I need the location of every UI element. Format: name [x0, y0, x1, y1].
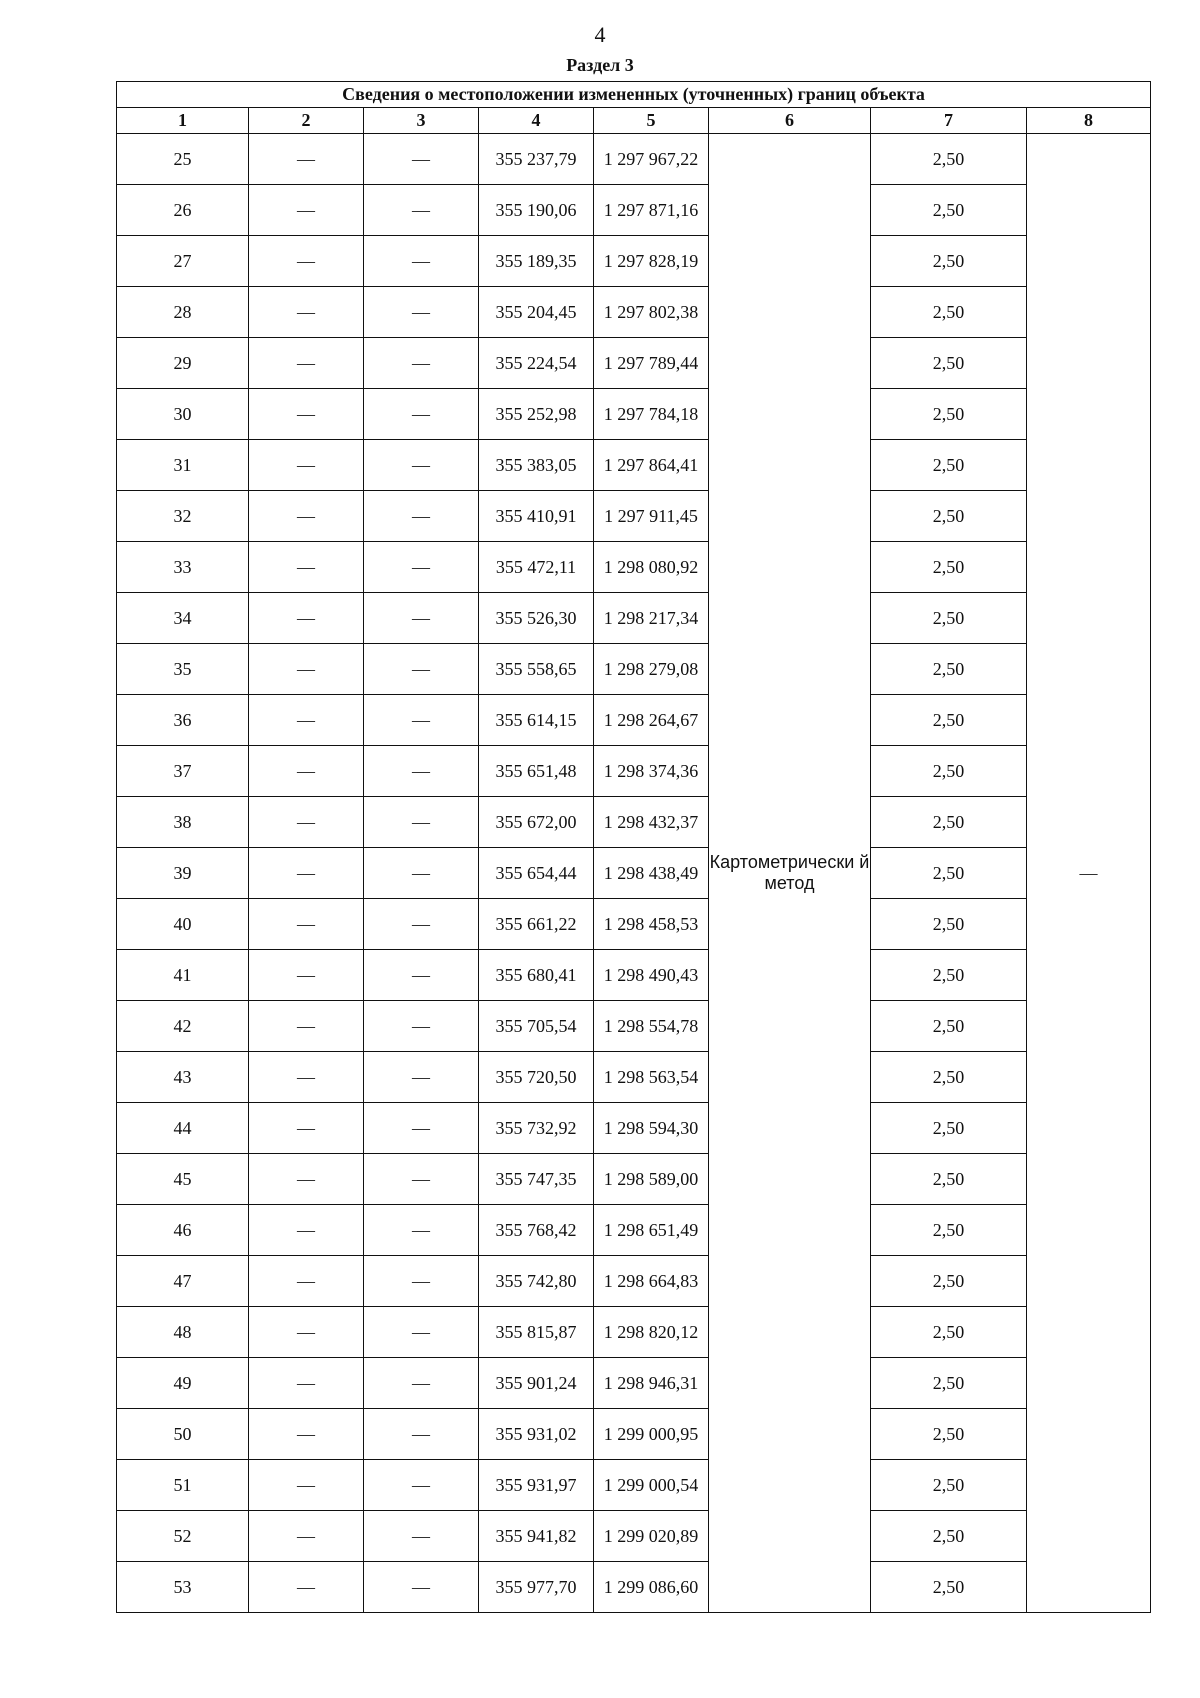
- column-2-cell: —: [249, 950, 364, 1001]
- table-row: [117, 338, 1151, 389]
- x-coordinate-cell: 355 661,22: [479, 899, 594, 950]
- point-number-cell: 50: [117, 1409, 249, 1460]
- point-number-cell: 30: [117, 389, 249, 440]
- point-number-cell: 29: [117, 338, 249, 389]
- table-row: [117, 950, 1151, 1001]
- accuracy-cell: 2,50: [871, 899, 1027, 950]
- table-row: [117, 1358, 1151, 1409]
- point-number-cell: 52: [117, 1511, 249, 1562]
- column-3-cell: —: [364, 1256, 479, 1307]
- y-coordinate-cell: 1 298 563,54: [594, 1052, 709, 1103]
- column-2-cell: —: [249, 1154, 364, 1205]
- column-number-4: 4: [479, 108, 594, 134]
- table-row: [117, 1409, 1151, 1460]
- point-number-cell: 40: [117, 899, 249, 950]
- column-2-cell: —: [249, 644, 364, 695]
- point-number-cell: 27: [117, 236, 249, 287]
- y-coordinate-cell: 1 297 828,19: [594, 236, 709, 287]
- point-number-cell: 38: [117, 797, 249, 848]
- column-3-cell: —: [364, 1562, 479, 1613]
- table-row: [117, 1562, 1151, 1613]
- accuracy-cell: 2,50: [871, 542, 1027, 593]
- x-coordinate-cell: 355 815,87: [479, 1307, 594, 1358]
- y-coordinate-cell: 1 299 000,95: [594, 1409, 709, 1460]
- point-number-cell: 32: [117, 491, 249, 542]
- column-2-cell: —: [249, 593, 364, 644]
- point-number-cell: 42: [117, 1001, 249, 1052]
- y-coordinate-cell: 1 298 458,53: [594, 899, 709, 950]
- x-coordinate-cell: 355 732,92: [479, 1103, 594, 1154]
- x-coordinate-cell: 355 720,50: [479, 1052, 594, 1103]
- y-coordinate-cell: 1 297 911,45: [594, 491, 709, 542]
- accuracy-cell: 2,50: [871, 440, 1027, 491]
- column-2-cell: —: [249, 695, 364, 746]
- table-row: [117, 542, 1151, 593]
- point-number-cell: 46: [117, 1205, 249, 1256]
- point-number-cell: 43: [117, 1052, 249, 1103]
- y-coordinate-cell: 1 297 967,22: [594, 134, 709, 185]
- x-coordinate-cell: 355 410,91: [479, 491, 594, 542]
- point-number-cell: 37: [117, 746, 249, 797]
- column-2-cell: —: [249, 338, 364, 389]
- column-3-cell: —: [364, 1154, 479, 1205]
- x-coordinate-cell: 355 768,42: [479, 1205, 594, 1256]
- column-3-cell: —: [364, 1358, 479, 1409]
- x-coordinate-cell: 355 224,54: [479, 338, 594, 389]
- x-coordinate-cell: 355 654,44: [479, 848, 594, 899]
- table-row: [117, 899, 1151, 950]
- column-number-row: [117, 108, 1151, 134]
- column-3-cell: —: [364, 746, 479, 797]
- point-number-cell: 39: [117, 848, 249, 899]
- y-coordinate-cell: 1 297 871,16: [594, 185, 709, 236]
- x-coordinate-cell: 355 977,70: [479, 1562, 594, 1613]
- column-number-2: 2: [249, 108, 364, 134]
- note-cell: —: [1027, 134, 1151, 1613]
- x-coordinate-cell: 355 526,30: [479, 593, 594, 644]
- accuracy-cell: 2,50: [871, 338, 1027, 389]
- accuracy-cell: 2,50: [871, 1052, 1027, 1103]
- table-caption: Сведения о местоположении измененных (уточненных) границ объекта: [117, 82, 1151, 108]
- column-3-cell: —: [364, 1511, 479, 1562]
- x-coordinate-cell: 355 680,41: [479, 950, 594, 1001]
- accuracy-cell: 2,50: [871, 695, 1027, 746]
- column-2-cell: —: [249, 848, 364, 899]
- accuracy-cell: 2,50: [871, 389, 1027, 440]
- column-number-1: 1: [117, 108, 249, 134]
- point-number-cell: 26: [117, 185, 249, 236]
- table-body: [117, 134, 1151, 1613]
- accuracy-cell: 2,50: [871, 1460, 1027, 1511]
- accuracy-cell: 2,50: [871, 1409, 1027, 1460]
- accuracy-cell: 2,50: [871, 848, 1027, 899]
- accuracy-cell: 2,50: [871, 1154, 1027, 1205]
- column-2-cell: —: [249, 134, 364, 185]
- point-number-cell: 51: [117, 1460, 249, 1511]
- column-3-cell: —: [364, 185, 479, 236]
- boundary-coordinates-table: [116, 81, 1151, 1613]
- accuracy-cell: 2,50: [871, 1562, 1027, 1613]
- column-2-cell: —: [249, 542, 364, 593]
- table-row: [117, 1205, 1151, 1256]
- column-3-cell: —: [364, 1460, 479, 1511]
- x-coordinate-cell: 355 672,00: [479, 797, 594, 848]
- point-number-cell: 31: [117, 440, 249, 491]
- column-3-cell: —: [364, 491, 479, 542]
- column-2-cell: —: [249, 185, 364, 236]
- column-3-cell: —: [364, 1307, 479, 1358]
- column-2-cell: —: [249, 491, 364, 542]
- column-2-cell: —: [249, 1103, 364, 1154]
- column-2-cell: —: [249, 1052, 364, 1103]
- method-cell: Картометрически й метод: [709, 134, 871, 1613]
- column-3-cell: —: [364, 1205, 479, 1256]
- table-row: [117, 1511, 1151, 1562]
- table-row: [117, 185, 1151, 236]
- point-number-cell: 41: [117, 950, 249, 1001]
- x-coordinate-cell: 355 941,82: [479, 1511, 594, 1562]
- table-row: [117, 746, 1151, 797]
- accuracy-cell: 2,50: [871, 593, 1027, 644]
- point-number-cell: 28: [117, 287, 249, 338]
- column-number-8: 8: [1027, 108, 1151, 134]
- accuracy-cell: 2,50: [871, 491, 1027, 542]
- x-coordinate-cell: 355 237,79: [479, 134, 594, 185]
- column-number-6: 6: [709, 108, 871, 134]
- point-number-cell: 44: [117, 1103, 249, 1154]
- column-3-cell: —: [364, 848, 479, 899]
- y-coordinate-cell: 1 298 374,36: [594, 746, 709, 797]
- accuracy-cell: 2,50: [871, 1358, 1027, 1409]
- table-row: [117, 797, 1151, 848]
- table-row: [117, 1154, 1151, 1205]
- column-2-cell: —: [249, 1409, 364, 1460]
- x-coordinate-cell: 355 742,80: [479, 1256, 594, 1307]
- x-coordinate-cell: 355 383,05: [479, 440, 594, 491]
- x-coordinate-cell: 355 614,15: [479, 695, 594, 746]
- accuracy-cell: 2,50: [871, 797, 1027, 848]
- accuracy-cell: 2,50: [871, 1103, 1027, 1154]
- column-2-cell: —: [249, 797, 364, 848]
- column-3-cell: —: [364, 542, 479, 593]
- column-2-cell: —: [249, 1511, 364, 1562]
- column-3-cell: —: [364, 1052, 479, 1103]
- y-coordinate-cell: 1 298 080,92: [594, 542, 709, 593]
- x-coordinate-cell: 355 747,35: [479, 1154, 594, 1205]
- y-coordinate-cell: 1 298 264,67: [594, 695, 709, 746]
- accuracy-cell: 2,50: [871, 950, 1027, 1001]
- x-coordinate-cell: 355 705,54: [479, 1001, 594, 1052]
- accuracy-cell: 2,50: [871, 1256, 1027, 1307]
- column-3-cell: —: [364, 644, 479, 695]
- point-number-cell: 25: [117, 134, 249, 185]
- column-2-cell: —: [249, 899, 364, 950]
- y-coordinate-cell: 1 298 664,83: [594, 1256, 709, 1307]
- column-number-5: 5: [594, 108, 709, 134]
- x-coordinate-cell: 355 901,24: [479, 1358, 594, 1409]
- column-2-cell: —: [249, 1307, 364, 1358]
- column-number-7: 7: [871, 108, 1027, 134]
- column-2-cell: —: [249, 440, 364, 491]
- table-row: [117, 389, 1151, 440]
- accuracy-cell: 2,50: [871, 1511, 1027, 1562]
- point-number-cell: 49: [117, 1358, 249, 1409]
- x-coordinate-cell: 355 204,45: [479, 287, 594, 338]
- y-coordinate-cell: 1 298 279,08: [594, 644, 709, 695]
- column-3-cell: —: [364, 440, 479, 491]
- column-3-cell: —: [364, 389, 479, 440]
- point-number-cell: 35: [117, 644, 249, 695]
- point-number-cell: 34: [117, 593, 249, 644]
- column-2-cell: —: [249, 1358, 364, 1409]
- point-number-cell: 48: [117, 1307, 249, 1358]
- table-row: [117, 1001, 1151, 1052]
- accuracy-cell: 2,50: [871, 1307, 1027, 1358]
- y-coordinate-cell: 1 297 864,41: [594, 440, 709, 491]
- y-coordinate-cell: 1 298 594,30: [594, 1103, 709, 1154]
- column-2-cell: —: [249, 236, 364, 287]
- accuracy-cell: 2,50: [871, 287, 1027, 338]
- y-coordinate-cell: 1 298 438,49: [594, 848, 709, 899]
- column-3-cell: —: [364, 1409, 479, 1460]
- column-3-cell: —: [364, 950, 479, 1001]
- point-number-cell: 47: [117, 1256, 249, 1307]
- x-coordinate-cell: 355 651,48: [479, 746, 594, 797]
- x-coordinate-cell: 355 931,02: [479, 1409, 594, 1460]
- y-coordinate-cell: 1 297 789,44: [594, 338, 709, 389]
- x-coordinate-cell: 355 558,65: [479, 644, 594, 695]
- x-coordinate-cell: 355 931,97: [479, 1460, 594, 1511]
- accuracy-cell: 2,50: [871, 746, 1027, 797]
- accuracy-cell: 2,50: [871, 134, 1027, 185]
- column-3-cell: —: [364, 236, 479, 287]
- accuracy-cell: 2,50: [871, 236, 1027, 287]
- y-coordinate-cell: 1 299 020,89: [594, 1511, 709, 1562]
- column-2-cell: —: [249, 1205, 364, 1256]
- column-3-cell: —: [364, 695, 479, 746]
- table-row: [117, 491, 1151, 542]
- point-number-cell: 45: [117, 1154, 249, 1205]
- column-2-cell: —: [249, 1562, 364, 1613]
- y-coordinate-cell: 1 298 432,37: [594, 797, 709, 848]
- section-title: Раздел 3: [566, 55, 634, 75]
- point-number-cell: 36: [117, 695, 249, 746]
- column-2-cell: —: [249, 746, 364, 797]
- y-coordinate-cell: 1 298 554,78: [594, 1001, 709, 1052]
- table-row: [117, 1307, 1151, 1358]
- accuracy-cell: 2,50: [871, 644, 1027, 695]
- point-number-cell: 33: [117, 542, 249, 593]
- y-coordinate-cell: 1 298 820,12: [594, 1307, 709, 1358]
- table-row: [117, 593, 1151, 644]
- column-3-cell: —: [364, 899, 479, 950]
- table-row: [117, 1103, 1151, 1154]
- column-2-cell: —: [249, 389, 364, 440]
- x-coordinate-cell: 355 189,35: [479, 236, 594, 287]
- accuracy-cell: 2,50: [871, 185, 1027, 236]
- column-2-cell: —: [249, 1256, 364, 1307]
- column-2-cell: —: [249, 287, 364, 338]
- page-number: 4: [594, 22, 606, 47]
- table-row: [117, 287, 1151, 338]
- point-number-cell: 53: [117, 1562, 249, 1613]
- table-row: [117, 134, 1151, 185]
- column-3-cell: —: [364, 338, 479, 389]
- x-coordinate-cell: 355 190,06: [479, 185, 594, 236]
- column-3-cell: —: [364, 1001, 479, 1052]
- table-row: [117, 236, 1151, 287]
- y-coordinate-cell: 1 298 589,00: [594, 1154, 709, 1205]
- table-row: [117, 1460, 1151, 1511]
- column-3-cell: —: [364, 134, 479, 185]
- table-row: [117, 695, 1151, 746]
- column-2-cell: —: [249, 1001, 364, 1052]
- y-coordinate-cell: 1 298 217,34: [594, 593, 709, 644]
- column-number-3: 3: [364, 108, 479, 134]
- table-row: [117, 1256, 1151, 1307]
- y-coordinate-cell: 1 299 000,54: [594, 1460, 709, 1511]
- table-row: [117, 1052, 1151, 1103]
- y-coordinate-cell: 1 297 802,38: [594, 287, 709, 338]
- accuracy-cell: 2,50: [871, 1001, 1027, 1052]
- y-coordinate-cell: 1 297 784,18: [594, 389, 709, 440]
- y-coordinate-cell: 1 298 946,31: [594, 1358, 709, 1409]
- y-coordinate-cell: 1 298 651,49: [594, 1205, 709, 1256]
- table-row: [117, 644, 1151, 695]
- accuracy-cell: 2,50: [871, 1205, 1027, 1256]
- table-row: [117, 440, 1151, 491]
- column-3-cell: —: [364, 1103, 479, 1154]
- column-3-cell: —: [364, 797, 479, 848]
- column-3-cell: —: [364, 593, 479, 644]
- table-row: [117, 848, 1151, 899]
- y-coordinate-cell: 1 299 086,60: [594, 1562, 709, 1613]
- y-coordinate-cell: 1 298 490,43: [594, 950, 709, 1001]
- column-3-cell: —: [364, 287, 479, 338]
- column-2-cell: —: [249, 1460, 364, 1511]
- x-coordinate-cell: 355 472,11: [479, 542, 594, 593]
- x-coordinate-cell: 355 252,98: [479, 389, 594, 440]
